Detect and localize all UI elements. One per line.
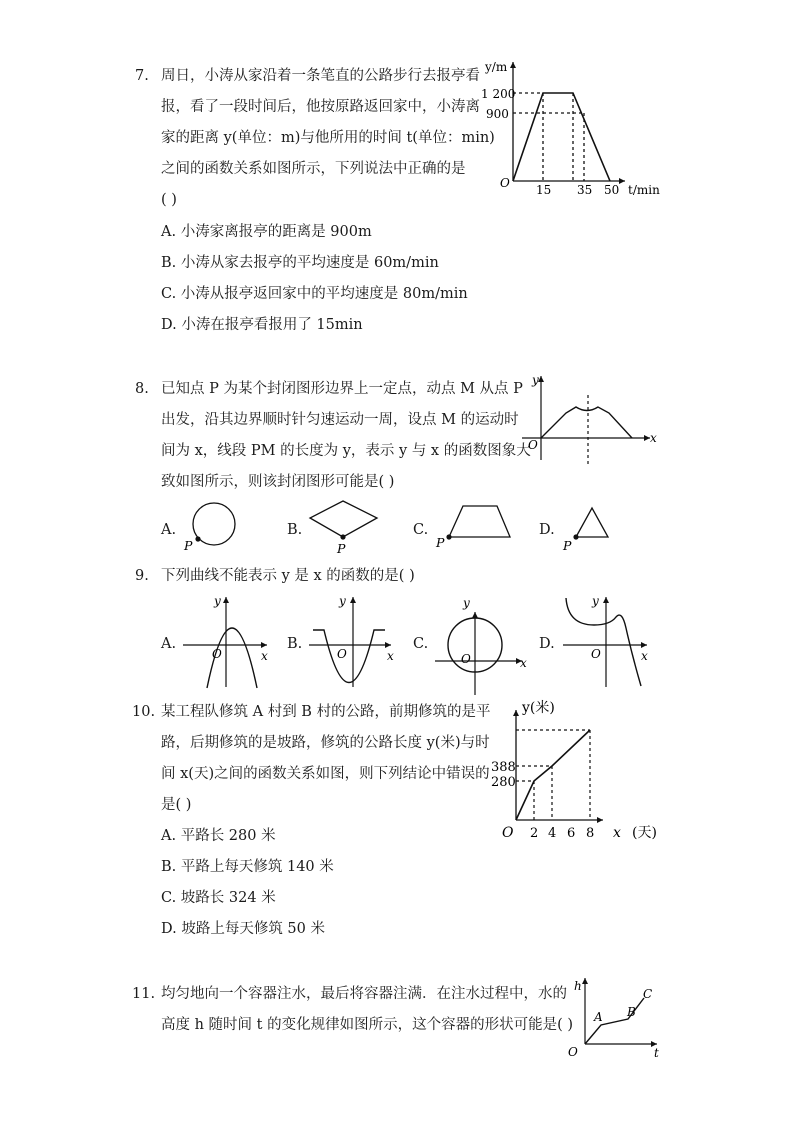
x-axis-unit: (天) — [632, 825, 657, 841]
origin-label: O — [502, 825, 514, 841]
y-axis-label: y — [532, 373, 539, 387]
question-text-line: 高度 h 随时间 t 的变化规律如图所示，这个容器的形状可能是( ) — [161, 1017, 574, 1033]
option-a[interactable]: A. 小涛家离报亭的距离是 900m — [161, 224, 372, 240]
y-tick-label: 280 — [491, 775, 516, 790]
y-axis-label: h — [574, 979, 582, 993]
question-text-line: 家的距离 y(单位：m)与他所用的时间 t(单位：min) — [161, 130, 495, 146]
point-label: P — [436, 535, 445, 550]
option-d[interactable]: D. — [539, 522, 555, 538]
option-a[interactable]: A. — [161, 522, 177, 538]
question-text-line: 之间的函数关系如图所示，下列说法中正确的是 — [161, 161, 466, 177]
y-tick-label: 900 — [486, 107, 509, 121]
option-b[interactable]: B. — [287, 522, 303, 538]
question-text-line: 是( ) — [161, 797, 192, 813]
x-tick-label: 15 — [536, 183, 552, 197]
question-number: 8. — [135, 381, 149, 397]
x-axis-label: x — [613, 825, 621, 841]
option-d[interactable]: D. — [539, 636, 555, 652]
x-tick-label: 4 — [548, 826, 557, 841]
question-number: 10. — [132, 704, 156, 720]
question-text-line: 出发，沿其边界顺时针匀速运动一周，设点 M 的运动时 — [161, 412, 519, 428]
svg-text:O: O — [461, 652, 471, 666]
svg-text:O: O — [337, 647, 347, 661]
origin-label: O — [568, 1045, 578, 1059]
svg-text:x: x — [641, 649, 648, 663]
x-axis-label: x — [650, 431, 657, 445]
svg-text:x: x — [261, 649, 268, 663]
option-b[interactable]: B. — [287, 636, 303, 652]
question-text-line: 下列曲线不能表示 y 是 x 的函数的是( ) — [161, 568, 415, 584]
option-c[interactable]: C. 小涛从报亭返回家中的平均速度是 80m/min — [161, 286, 468, 302]
svg-text:O: O — [591, 647, 601, 661]
x-tick-label: 6 — [567, 826, 576, 841]
option-b[interactable]: B. 小涛从家去报亭的平均速度是 60m/min — [161, 255, 439, 271]
svg-text:y: y — [339, 594, 346, 608]
question-text-line: 周日，小涛从家沿着一条笔直的公路步行去报亭看 — [161, 68, 480, 84]
question-text-line: 报，看了一段时间后，他按原路返回家中，小涛离 — [161, 99, 480, 115]
point-label: B — [627, 1005, 636, 1019]
option-b[interactable]: B. 平路上每天修筑 140 米 — [161, 859, 334, 875]
option-d[interactable]: D. 坡路上每天修筑 50 米 — [161, 921, 325, 937]
option-c[interactable]: C. — [413, 636, 429, 652]
point-label: P — [563, 538, 572, 553]
question-text-line: 间为 x，线段 PM 的长度为 y，表示 y 与 x 的函数图象大 — [161, 443, 531, 459]
question-number: 7. — [135, 68, 149, 84]
origin-label: O — [500, 176, 510, 190]
point-label: C — [643, 987, 653, 1001]
question-text-line: 致如图所示，则该封闭图形可能是( ) — [161, 474, 395, 490]
option-d[interactable]: D. 小涛在报亭看报用了 15min — [161, 317, 363, 333]
x-axis-label: t/min — [628, 183, 660, 197]
x-axis-label: t — [654, 1046, 659, 1060]
svg-text:x: x — [520, 656, 527, 670]
y-axis-label: y(米) — [522, 700, 555, 716]
point-label: P — [184, 538, 193, 553]
option-a[interactable]: A. — [161, 636, 177, 652]
point-label: P — [337, 541, 346, 556]
question-text-line: 均匀地向一个容器注水，最后将容器注满．在注水过程中，水的 — [161, 986, 567, 1002]
origin-label: O — [528, 438, 538, 452]
option-c[interactable]: C. — [413, 522, 429, 538]
x-tick-label: 8 — [586, 826, 595, 841]
option-c[interactable]: C. 坡路长 324 米 — [161, 890, 276, 906]
svg-text:y: y — [592, 594, 599, 608]
question-text-line: 某工程队修筑 A 村到 B 村的公路，前期修筑的是平 — [161, 704, 491, 720]
svg-text:y: y — [214, 594, 221, 608]
svg-text:y: y — [463, 596, 470, 610]
x-tick-label: 35 — [577, 183, 593, 197]
y-axis-label: y/m — [485, 60, 508, 74]
question-text-line: 路，后期修筑的是坡路，修筑的公路长度 y(米)与时 — [161, 735, 490, 751]
svg-text:O: O — [212, 647, 222, 661]
option-a[interactable]: A. 平路长 280 米 — [161, 828, 276, 844]
x-tick-label: 2 — [530, 826, 539, 841]
y-tick-label: 388 — [491, 760, 516, 775]
x-tick-label: 50 — [604, 183, 620, 197]
question-text-line: 间 x(天)之间的函数关系如图，则下列结论中错误的 — [161, 766, 490, 782]
svg-text:x: x — [387, 649, 394, 663]
question-text-line: 已知点 P 为某个封闭图形边界上一定点，动点 M 从点 P — [161, 381, 523, 397]
y-tick-label: 1 200 — [481, 87, 516, 101]
question-number: 9. — [135, 568, 149, 584]
question-text-line: ( ) — [161, 192, 177, 208]
point-label: A — [594, 1010, 603, 1024]
question-number: 11. — [132, 986, 156, 1002]
